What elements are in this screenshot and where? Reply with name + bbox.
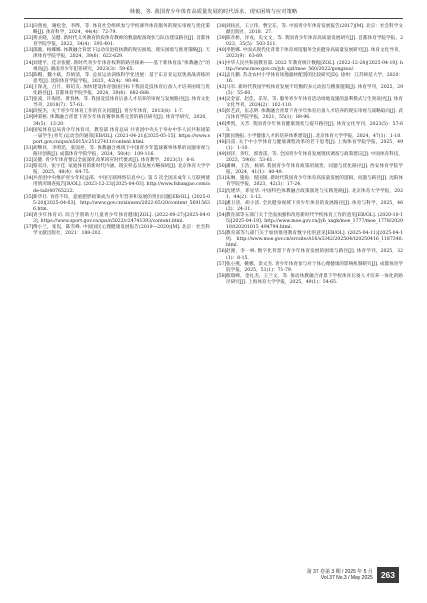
reference-item [217,109,403,121]
reference-text: 向照虎，谢松金，李晔，等. 体育社会组织参与学校课外体育服务的现实审视与优化策略[J]. 体育科学，2024，44(4)：72-79. [33,24,210,36]
reference-text: 蔡双洋，张宇佳. 家庭体育的新时代内涵、现实样态及发展方略探析[J]. 北京体育大学学报，2025，48(4)：64-75. [33,164,210,176]
reference-item [24,48,210,60]
reference-number: [35] [24,194,34,200]
reference-text: 段悦杰，关于青少年体育工作的有关问题[J]. 青少年体育，2013(8)：1-7. [33,109,184,115]
reference-text: 孟凡鹏. 苏北农村小学体育场地器材配置的比较研究[D]. 徐州：江苏师范大学，2020：16. [226,72,403,84]
reference-number: [30] [24,127,34,133]
reference-text: 张凌，许海瑶，黄春林，等. 我国竞技体育后备人才培养的审视与发展路径[J]. 体育文化导刊，2018(7)：57-61. [33,97,210,109]
reference-item [24,213,210,225]
reference-item [24,115,210,127]
reference-number: [34] [24,176,34,182]
running-head: 林俊，等. 我国青少年体育高质量发展的时代诉求、现实困境与应对策略 [129,9,298,15]
reference-number: [47] [217,133,227,139]
reference-item [24,97,210,109]
reference-number: [39] [217,36,227,42]
reference-item [24,164,210,176]
reference-number: [53] [217,200,227,206]
reference-text: 刘建平，佳亲张健. 新时代青少年体育权利的路径探索——基于新体育法“体教融合”的视角[J]. 湖南青少年犯罪研究，2023(3)：59-65. [33,60,210,72]
reference-text: 吴健. 青少年体育要以全面深化改革回应时代要求[J]. 体育教学，2023(3)：6-8. [33,158,196,164]
reference-number: [24] [24,60,34,66]
reference-text: 中华人民共和国教育部. 2022 年教育统计数据[ZOL]. (2022-12-28)[2025-04-10]. http://www.moe.gov.cn/jyb_sjzl/moe_560/2022/gongzuo/. [226,60,403,72]
reference-number: [58] [217,273,227,279]
reference-number: [27] [24,97,34,103]
reference-item [24,195,210,213]
reference-text: 陈帽，魏小斌，苏炳清，等. 总贫运动训练科学化进展：基于东京亚运双奥备战训练的思考[J]. 沈阳体育学院学报，2023，42(4)：90-98. [33,72,210,84]
reference-item [217,274,403,286]
reference-number: [38] [217,24,227,29]
reference-number: [41] [217,60,227,66]
reference-number: [29] [24,115,34,121]
reference-item [24,36,210,48]
reference-number: [57] [217,261,227,267]
reference-number: [23] [24,48,34,54]
reference-item [24,225,210,237]
reference-number: [42] [217,72,227,78]
reference-text: 新华社. 食荐不均，超重肥胖政策成为青少年营养和发展的突出问题[EB/OL]. (2025-05-20)[2025-04-03]. http://www.gov.cn/xinwen/2022-05/20/content_56915636.htm. [33,194,210,212]
reference-text: 傅小兰，张侃，陈雪峰. 中国国民心理健康发展报告(2019—2020)[M]. 北京：社会科学文献出版社，2021：188-202. [33,225,210,237]
reference-item [24,73,210,85]
reference-text: 吴金富，赵佳，乐军，等. 服务青少年体育活动场地设施的盈利模式与生效途径[J]. 体育文化导刊，2024(2)：102-110. [226,97,403,109]
reference-text: 黄圣晓，吴健. 新时代义务教育阶段体育教师的数量配备现状与队伍建设路径[J]. 首都体育学院学报，2022，34(4)：393-401. [33,36,210,48]
reference-number: [22] [24,36,34,42]
page-footer [307,566,399,584]
reference-item [217,152,403,164]
reference-item [217,140,403,152]
reference-number: [48] [217,139,227,145]
reference-item [24,61,210,73]
reference-text: 共青团中央维护青少年权益部，中国互联网络信息中心. 第 5 次全国未成年人互联网使用情况调查报告[R/OL]. (2023-12-23)[2025-04-03]. http://www.fsbangao.com/ade-tail/40765222. [33,176,210,194]
reference-number: [26] [24,84,34,90]
reference-item [217,24,403,36]
reference-item [217,122,403,134]
reference-item [24,24,210,36]
reference-number: [56] [217,249,227,255]
references-column-left [24,24,210,237]
reference-number: [31] [24,145,34,151]
reference-text: 钟秉枢. 体教融合背景下青少年体育赛事体系完善的路径研究[J]. 体育学研究，2020，34(5)：13-20. [33,115,210,127]
reference-text: 李艳娜. 中国式现代化背景下体育场馆服务全民健身高质量发展研究[J]. 体育文化导刊，2023(9)：63-69. [226,48,403,60]
reference-number: [45] [217,109,227,115]
reference-number: [28] [24,109,34,115]
reference-item [217,176,403,188]
reference-text: 冯雷. 关于中小学体育与健康课程改革的若干思考[J]. 上海体育学院学报，2025，49(1)：1-10. [226,139,403,151]
reference-text: 邵薇，杨娜娜. 体教融合背景下运动员退役执教的现实困境、现实困境与推进策略[J]. 天津体育学院学报，2024，39(6)：622-629. [33,48,210,60]
reference-number: [54] [217,212,227,218]
reference-text: 潘琳，王浩，杨锁. 我国青少年体育政策的演变、问题与优化路径[J]. 西安体育学院学报，2024，41(1)：40-49. [226,164,403,176]
reference-text: 胡继祥，李明迅，张国亮，等. 体教融合视域下中国青少年篮球赛事体系的问题审视与路径创新[J]. 成都体育学院学报，2024，50(4)：109-116. [33,145,210,157]
reference-number: [43] [217,84,227,90]
reference-number: [25] [24,72,34,78]
reference-number: [55] [217,231,227,237]
reference-text: 彭艺武，伍志明. 体教融合背景下青少年体育后备人才培养的现实审视与战略取向[J]. 武汉体育学院学报，2021，55(1)：89-96. [226,109,403,121]
footer-issue-en: Vol.37 No.3 / May 2025 [320,575,373,581]
reference-item [24,128,210,146]
reference-number: [33] [24,164,34,170]
reference-text: 青少年体育司. 综合手册助力儿童青少年体育健康[ZOL]. (2022-09-27)[2025-04-03]. https://www.sport.gov.cn/qss/n5022/c24741393/content.html. [33,212,210,224]
reference-text: 刘扶民，王立伟，曹宝东，等. 中国青少年体育发展报告(2017)[M]. 北京：社会科学文献出版社，2018：27. [226,24,403,36]
reference-item [217,85,403,97]
reference-number: [51] [217,176,227,182]
reference-text: 教育部等九部门关于加快推进教育数字化的意见[EB/OL]. (2025-04-11)[2025-04-19]. http://www.moe.gov.cn/srcsite/A16/s3342/202504/t20250416_1187340.html. [226,231,403,249]
reference-item [24,176,210,194]
reference-item [217,213,403,231]
reference-text: 朱琳，施海，倪国银. 新时代我国青少年体育高质量发展的逻辑、问题与路径[J]. 沈阳体育学院学报，2023，42(3)：17-24. [226,176,403,188]
footer-issue-cn: 第 37 卷第 3 期 / 2025 年 5 月 [306,568,373,575]
reference-number: [49] [217,151,227,157]
reference-number: [36] [24,212,34,218]
reference-item [217,249,403,261]
reference-text: 新民晚报. 小学健康人才的培养体系建设[J]. 北京体育大学学报，2024，47(1)：1-10. [226,133,402,139]
reference-number: [52] [217,188,227,194]
reference-text: 熊瑞峰，金礼杰，王兰文，等. 推动体教融合背景下学校体育后备人才培养一体化的路径研究[J]. 上海体育大学学报，2025，49(1)：54-65. [226,273,403,285]
reference-number: [40] [217,48,227,54]
reference-text: 刘洋，李红，郭春雷，等. 全国青少年体育发展现状调查与政策建议[J]. 中国体育科技，2023，59(6)：53-61. [226,151,403,164]
reference-text: 赵源，李一林. 数字化背景下青少年体育发展的困境与路径[J]. 体育学刊，2025，32(1)：8-15. [226,249,403,261]
reference-number: [46] [217,121,227,127]
reference-text: 国家体育总局青少年体育司，教育部 体育总局 共青团中央关于举办中华人民共和国第一届学生(青年)运动会的通知[EB/OL]. (2021-04-21)[2025-05-15]. https://www.sport.gov.cn/qss/n5015/c25127411/content.html. [33,127,210,145]
reference-item [217,73,403,85]
reference-item [217,61,403,73]
reference-item [24,146,210,158]
reference-text: 陈肯桥，洋戎，史文文，等. 我国青少年体育高质量发展研究[J]. 首都体育学院学报，2023，35(5)：503-511. [226,36,403,48]
page-number: 263 [377,567,399,583]
reference-text: 季凯，关芳. 我国青少年体育健康现状与提升路径[J]. 体育文化导刊，2023(5)：57-63. [226,121,403,133]
reference-text: 张小燕，姚娜，余文杰. 青少年体育参与对个体心理健康的影响机制研究[J]. 成都体育学院学报，2025，51(1)：71-79. [226,261,403,273]
reference-number: [32] [24,158,34,164]
references-column-right [217,24,403,286]
reference-text: 马军. 新时代我国学校体育发展不均衡的多元动因与精准施策[J]. 体育学刊，2022，29(5)：55-60. [226,84,403,97]
footer-issue-info [307,569,373,582]
reference-number: [21] [24,24,34,29]
reference-text: 王保龙，吕月，韩培友. 加快建设体育强国目标下我国竞技体育后备人才培养困境与优化路径[J]. 首都体育学院学报，2024，39(6)：682-688. [33,84,210,97]
reference-item [217,48,403,60]
reference-text: 沈建华，邓星华. 中国特色体教融合政策演进与实践进路[J]. 北京体育大学学报，2021，44(2)：1-12. [226,188,403,200]
reference-item [217,97,403,109]
reference-text: 潘卫清，胡小清. 全民健身视域下青少年体育的发展路径[J]. 体育与科学，2025，46(2)：24-31. [226,200,403,212]
header-rule [24,18,403,19]
reference-number: [50] [217,164,227,170]
reference-item [217,189,403,201]
reference-number: [37] [24,225,34,231]
reference-number: [44] [217,97,227,103]
reference-item [24,85,210,97]
reference-item [217,231,403,249]
reference-item [217,262,403,274]
reference-item [217,36,403,48]
reference-item [217,201,403,213]
reference-text: 教育部等五部门关于全面加强和改进新时代学校体育工作的意见[EB/OL]. (2020-10-15)[2025-04-19]. http://www.moe.gov.cn/jyb_xxgk/moe_1777/moe_1778/202010/t20201015_494794.html. [226,212,403,231]
reference-item [217,164,403,176]
